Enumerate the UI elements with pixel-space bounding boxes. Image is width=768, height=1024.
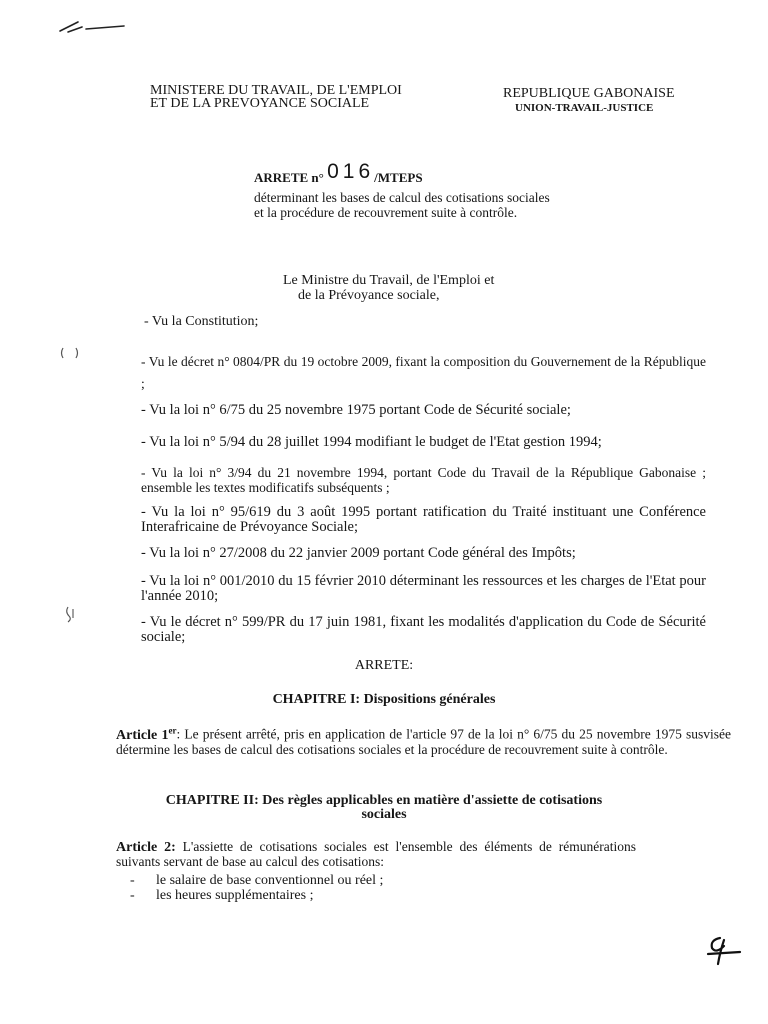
- article-1-text: : Le présent arrêté, pris en application de l'article 97 de la loi n° 6/75 du 25 novembre 1975 susvisée détermine les bases de calcul des cotisations sociales et la procédure de recouvrement suite à contrôle.: [116, 726, 731, 757]
- list-item: - les heures supplémentaires ;: [130, 888, 314, 903]
- republic-header: [503, 87, 675, 115]
- visa-decret-0804: - Vu le décret n° 0804/PR du 19 octobre 2009, fixant la composition du Gouvernement de la République ;: [141, 354, 706, 391]
- visa-constitution: - Vu la Constitution;: [144, 314, 259, 329]
- article-2-label: Article 2:: [116, 840, 176, 855]
- handwritten-page-mark-icon: [700, 932, 744, 970]
- arrete-number: 016: [327, 160, 375, 183]
- scan-artifact-icon: [62, 604, 78, 624]
- minister-line-1: Le Ministre du Travail, de l'Emploi et: [283, 273, 495, 288]
- visa-loi-001-2010: - Vu la loi n° 001/2010 du 15 février 2010 déterminant les ressources et les charges de l'Etat pour l'année 2010;: [141, 573, 706, 604]
- handwritten-mark-icon: [58, 18, 128, 38]
- arrete-heading: ARRETE:: [354, 658, 414, 673]
- article-2-list: [130, 873, 383, 903]
- visa-decret-599: - Vu le décret n° 599/PR du 17 juin 1981, fixant les modalités d'application du Code de Sécurité sociale;: [141, 614, 706, 645]
- minister-line-2: de la Prévoyance sociale,: [298, 288, 440, 303]
- republic-name: REPUBLIQUE GABONAISE: [503, 86, 675, 101]
- scan-artifact-icon: [58, 344, 82, 362]
- chapter-2-title-line-2: sociales: [361, 807, 407, 822]
- ministry-line-2: ET DE LA PREVOYANCE SOCIALE: [150, 96, 370, 111]
- ministry-header: [150, 84, 402, 110]
- visa-loi-27-2008: - Vu la loi n° 27/2008 du 22 janvier 2009 portant Code général des Impôts;: [141, 545, 576, 561]
- article-2-text: L'assiette de cotisations sociales est l'ensemble des éléments de rémunérations suivants servant de base au calcul des cotisations:: [116, 839, 636, 869]
- chapter-2-title: [0, 794, 768, 822]
- visa-loi-6-75: - Vu la loi n° 6/75 du 25 novembre 1975 portant Code de Sécurité sociale;: [141, 402, 571, 418]
- list-item: - le salaire de base conventionnel ou réel ;: [130, 873, 384, 888]
- arrete-subtitle: [254, 190, 550, 220]
- minister-heading: [283, 273, 494, 303]
- republic-motto: UNION-TRAVAIL-JUSTICE: [515, 102, 654, 114]
- visa-loi-95-619: - Vu la loi n° 95/619 du 3 août 1995 portant ratification du Traité instituant une Conférence Interafricaine de Prévoyance Sociale;: [141, 504, 706, 535]
- arrete-title: [254, 160, 423, 186]
- chapter-1-title: CHAPITRE I: Dispositions générales: [272, 692, 496, 707]
- chapter-2-title-line-1: CHAPITRE II: Des règles applicables en matière d'assiette de cotisations: [165, 793, 603, 808]
- article-2: [116, 840, 636, 869]
- visa-loi-3-94: - Vu la loi n° 3/94 du 21 novembre 1994, portant Code du Travail de la République Gabonaise ; ensemble les textes modificatifs subséquents ;: [141, 465, 706, 495]
- article-1: [116, 723, 731, 757]
- ministry-line-1: MINISTERE DU TRAVAIL, DE L'EMPLOI: [150, 83, 402, 98]
- arrete-subtitle-line-2: et la procédure de recouvrement suite à contrôle.: [254, 205, 518, 220]
- arrete-prefix: ARRETE n°: [254, 170, 324, 185]
- arrete-subtitle-line-1: déterminant les bases de calcul des cotisations sociales: [254, 190, 550, 205]
- arrete-suffix: /MTEPS: [374, 170, 423, 185]
- visa-loi-5-94: - Vu la loi n° 5/94 du 28 juillet 1994 modifiant le budget de l'Etat gestion 1994;: [141, 434, 602, 450]
- article-1-label: Article 1er: [116, 725, 177, 743]
